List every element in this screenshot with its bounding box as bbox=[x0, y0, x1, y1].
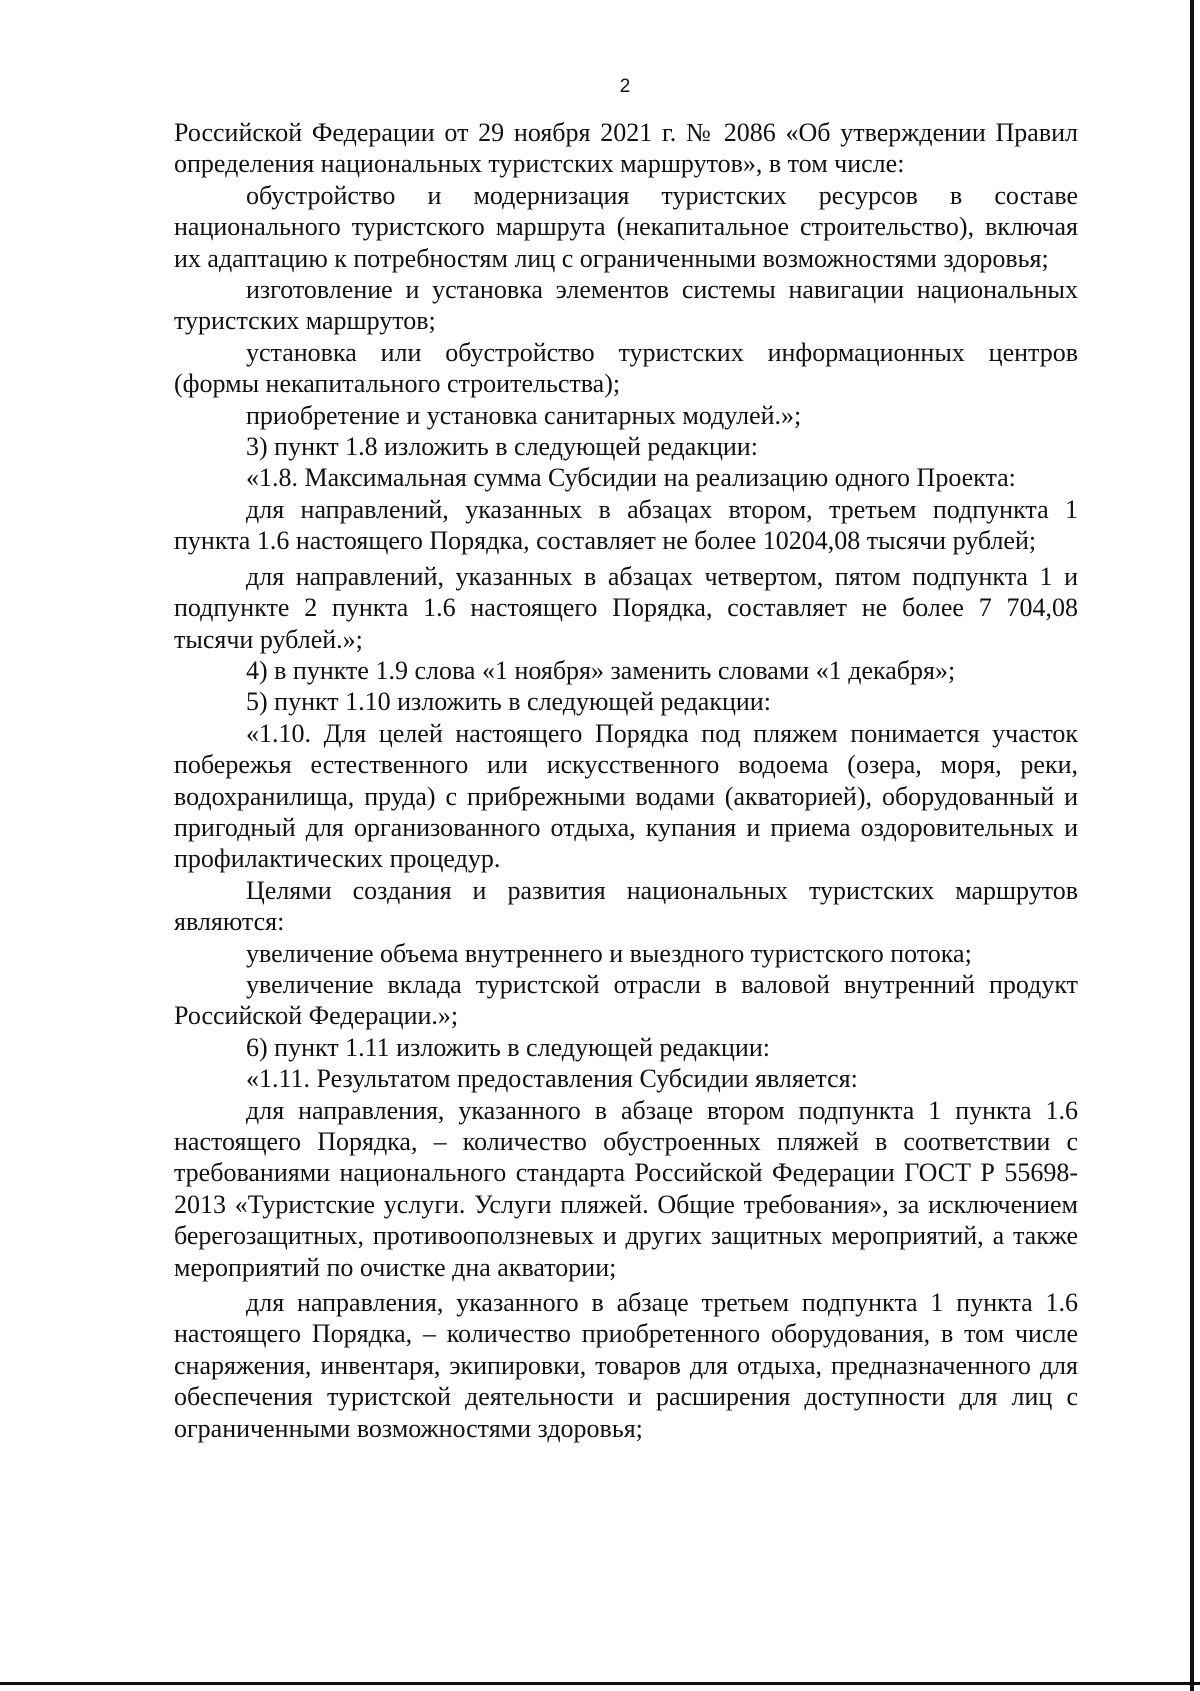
paragraph: увеличение объема внутреннего и выездного туристского потока; bbox=[246, 938, 972, 968]
paragraph: 5) пункт 1.10 изложить в следующей редакции: bbox=[246, 687, 771, 717]
paragraph: «1.10. Для целей настоящего Порядка под пляжем понимается участок побережья естественного или искусственного водоема (озера, моря, реки, водохранилища, пруда) с прибрежными водами (акваторией), оборудованный и пригодный для организованного отдыха, купания и приема оздоровительных и профилактических процедур. bbox=[174, 718, 1078, 874]
page-number: 2 bbox=[619, 76, 631, 97]
paragraph: установка или обустройство туристских информационных центров (формы некапитального строительства); bbox=[174, 337, 1078, 399]
paragraph: для направления, указанного в абзаце втором подпункта 1 пункта 1.6 настоящего Порядка, – количество обустроенных пляжей в соответствии с требованиями национального стандарта Российской Федерации ГОСТ Р 55698-2013 «Туристские услуги. Услуги пляжей. Общие требования», за исключением берегозащитных, противооползневых и других защитных мероприятий, а также мероприятий по очистке дна акватории; bbox=[174, 1095, 1078, 1282]
paragraph: «1.11. Результатом предоставления Субсидии является: bbox=[246, 1064, 858, 1094]
paragraph-continuation: Российской Федерации от 29 ноября 2021 г. № 2086 «Об утверждении Правил определения национальных туристских маршрутов», в том числе: bbox=[174, 118, 1078, 179]
paragraph: для направлений, указанных в абзацах четвертом, пятом подпункта 1 и подпункте 2 пункта 1.6 настоящего Порядка, составляет не более 7 704,08 тысячи рублей.»; bbox=[174, 561, 1078, 654]
paragraph: 4) в пункте 1.9 слова «1 ноября» заменить словами «1 декабря»; bbox=[246, 655, 956, 685]
paragraph: для направлений, указанных в абзацах втором, третьем подпункта 1 пункта 1.6 настоящего Порядка, составляет не более 10204,08 тысячи рублей; bbox=[174, 494, 1078, 556]
paragraph: Целями создания и развития национальных туристских маршрутов являются: bbox=[174, 875, 1078, 937]
paragraph: изготовление и установка элементов системы навигации национальных туристских маршрутов; bbox=[174, 275, 1078, 336]
document-body bbox=[174, 117, 1078, 1444]
scan-edge-right bbox=[1190, 0, 1194, 1691]
scan-edge-bottom bbox=[0, 1682, 1200, 1685]
paragraph: «1.8. Максимальная сумма Субсидии на реализацию одного Проекта: bbox=[246, 463, 1016, 493]
paragraph: 6) пункт 1.11 изложить в следующей редакции: bbox=[246, 1032, 770, 1062]
paragraph: приобретение и установка санитарных модулей.»; bbox=[246, 400, 802, 430]
paragraph: для направления, указанного в абзаце третьем подпункта 1 пункта 1.6 настоящего Порядка, – количество приобретенного оборудования, в том числе снаряжения, инвентаря, экипировки, товаров для отдыха, предназначенного для обеспечения туристской деятельности и расширения доступности для лиц с ограниченными возможностями здоровья; bbox=[174, 1288, 1078, 1443]
paragraph: 3) пункт 1.8 изложить в следующей редакции: bbox=[246, 432, 758, 462]
paragraph: увеличение вклада туристской отрасли в валовой внутренний продукт Российской Федерации.»; bbox=[174, 969, 1078, 1031]
paragraph: обустройство и модернизация туристских ресурсов в составе национального туристского маршрута (некапитальное строительство), включая их адаптацию к потребностям лиц с ограниченными возможностями здоровья; bbox=[174, 180, 1078, 273]
